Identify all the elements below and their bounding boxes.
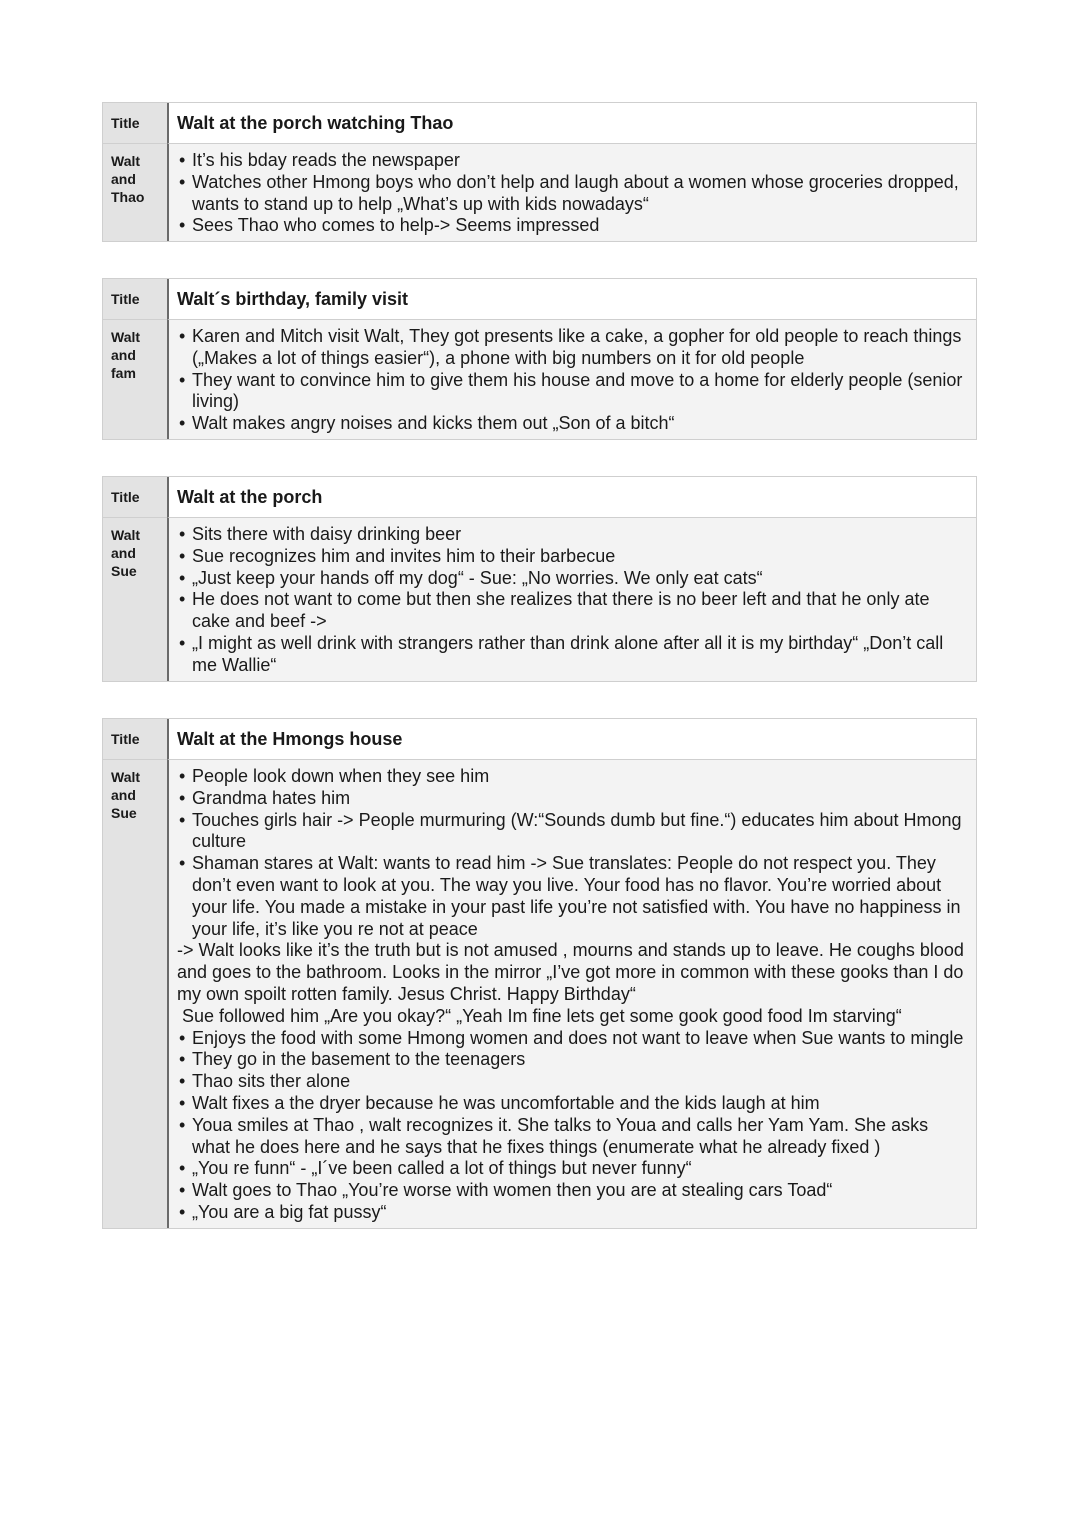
title-label: Title (103, 719, 167, 760)
scene-card (102, 718, 977, 1229)
characters-label: Walt and Sue (103, 518, 167, 681)
characters-label: Walt and Thao (103, 144, 167, 241)
note-item: • It’s his bday reads the newspaper (177, 150, 966, 172)
note-item: • „Just keep your hands off my dog“ - Sue: „No worries. We only eat cats“ (177, 568, 966, 590)
scene-title: Walt at the porch watching Thao (167, 103, 976, 144)
scene-card (102, 476, 977, 682)
note-item: • Sue recognizes him and invites him to their barbecue (177, 546, 966, 568)
note-item: • Sees Thao who comes to help-> Seems impressed (177, 215, 966, 237)
title-label: Title (103, 103, 167, 144)
note-item: • Walt goes to Thao „You’re worse with women then you are at stealing cars Toad“ (177, 1180, 966, 1202)
scene-card (102, 278, 977, 440)
note-paragraph: -> Walt looks like it’s the truth but is not amused , mourns and stands up to leave. He coughs blood and goes to the bathroom. Looks in the mirror „I’ve got more in common with these gooks than I do my own spoilt rotten family. Jesus Christ. Happy Birthday“ (177, 940, 964, 1004)
note-item: • Grandma hates him (177, 788, 966, 810)
scene-notes (167, 760, 976, 1228)
note-item: • Sits there with daisy drinking beer (177, 524, 966, 546)
scene-title: Walt at the porch (167, 477, 976, 518)
title-label: Title (103, 477, 167, 518)
note-item: • Shaman stares at Walt: wants to read him -> Sue translates: People do not respect you. They don’t even want to look at you. The way you live. Your food has no flavor. You’re worried about your life. You made a mistake in your past life you’re not satisfied with. You have no happiness in your life, it’s like you re not at peace (177, 853, 966, 940)
note-item: • They want to convince him to give them his house and move to a home for elderly people (senior living) (177, 370, 966, 414)
note-item: • Watches other Hmong boys who don’t help and laugh about a women whose groceries dropped, wants to stand up to help „What’s up with kids nowadays“ (177, 172, 966, 216)
scene-title: Walt at the Hmongs house (167, 719, 976, 760)
note-item: • Youa smiles at Thao , walt recognizes it. She talks to Youa and calls her Yam Yam. She asks what he does here and he says that he fixes things (enumerate what he already fixed ) (177, 1115, 966, 1159)
note-paragraph: Sue followed him „Are you okay?“ „Yeah Im fine lets get some gook good food Im starving“ (182, 1005, 902, 1026)
characters-label: Walt and Sue (103, 760, 167, 1228)
note-item: • He does not want to come but then she realizes that there is no beer left and that he only ate cake and beef -> (177, 589, 966, 633)
note-item: • „I might as well drink with strangers rather than drink alone after all it is my birthday“ „Don’t call me Wallie“ (177, 633, 966, 677)
note-item: • „You re funn“ - „I´ve been called a lot of things but never funny“ (177, 1158, 966, 1180)
note-item: • Walt fixes a the dryer because he was uncomfortable and the kids laugh at him (177, 1093, 966, 1115)
note-item: • Enjoys the food with some Hmong women and does not want to leave when Sue wants to mingle (177, 1028, 966, 1050)
note-item: • Walt makes angry noises and kicks them out „Son of a bitch“ (177, 413, 966, 435)
note-item: • They go in the basement to the teenagers (177, 1049, 966, 1071)
scene-notes (167, 518, 976, 681)
characters-label: Walt and fam (103, 320, 167, 439)
title-label: Title (103, 279, 167, 320)
note-item: • Thao sits ther alone (177, 1071, 966, 1093)
note-item: • Karen and Mitch visit Walt, They got presents like a cake, a gopher for old people to reach things („Makes a lot of things easier“), a phone with big numbers on it for old people (177, 326, 966, 370)
scene-title: Walt´s birthday, family visit (167, 279, 976, 320)
scene-card (102, 102, 977, 242)
note-item: • Touches girls hair -> People murmuring (W:“Sounds dumb but fine.“) educates him about Hmong culture (177, 810, 966, 854)
scene-notes (167, 320, 976, 439)
note-item: • „You are a big fat pussy“ (177, 1202, 966, 1224)
note-item: • People look down when they see him (177, 766, 966, 788)
scene-notes (167, 144, 976, 241)
